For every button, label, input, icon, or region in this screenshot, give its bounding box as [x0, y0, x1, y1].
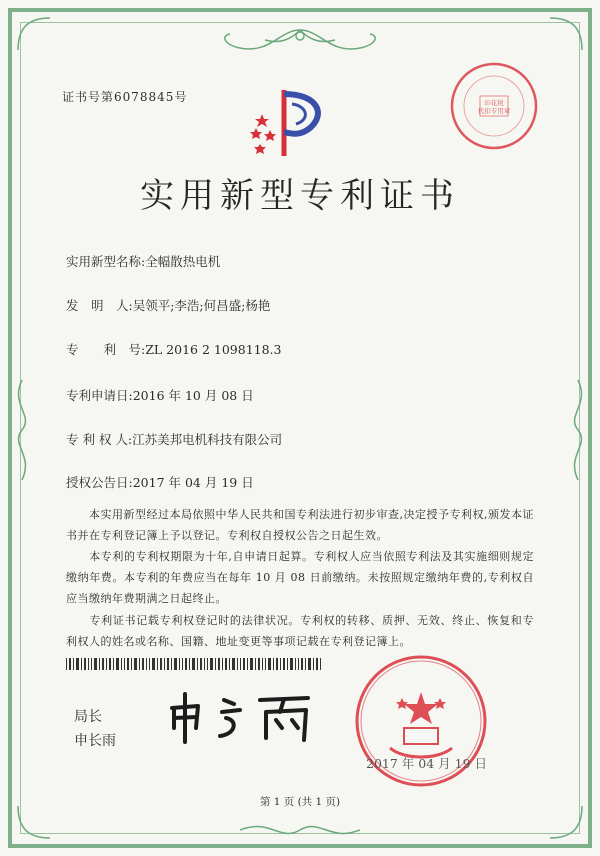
grant-date-value: 2017 年 04 月 19 日	[132, 475, 254, 490]
top-ornament-icon	[210, 26, 390, 60]
seal-date: 2017 年 04 月 19 日	[366, 756, 487, 771]
left-ornament-icon	[10, 380, 34, 480]
inventor-row	[66, 296, 270, 314]
paragraph-term: 本专利的专利权期限为十年,自申请日起算。专利权人应当依照专利法及其实施细则规定缴纳年费。本专利的年费应当在每年 10 月 08 日前缴纳。未按照规定缴纳年费的,专利权自应当缴纳年费期满之日起终止。	[66, 550, 534, 605]
patent-number-row	[66, 340, 282, 358]
svg-text:印花税: 印花税	[484, 99, 504, 107]
right-ornament-icon	[566, 380, 590, 480]
director-name: 申长雨	[74, 733, 116, 749]
grant-date-row	[66, 473, 254, 491]
tax-seal-stamp-icon	[448, 60, 540, 152]
page-footer: 第 1 页 (共 1 页)	[259, 796, 341, 808]
model-name-value: 全幅散热电机	[145, 254, 221, 269]
patentee-label: 专 利 权 人:	[66, 432, 133, 447]
model-name-label: 实用新型名称:	[66, 254, 146, 269]
corner-ornament-icon	[546, 14, 586, 54]
bottom-ornament-icon	[240, 818, 360, 842]
patent-number-value: ZL 2016 2 1098118.3	[145, 342, 282, 357]
certificate-number: 证书号第6078845号	[62, 90, 188, 104]
barcode-icon	[66, 658, 322, 670]
filing-date-value: 2016 年 10 月 08 日	[132, 388, 254, 403]
corner-ornament-icon	[14, 14, 54, 54]
filing-date-label: 专利申请日:	[66, 388, 133, 403]
inventor-value: 吴领平;李浩;何昌盛;杨艳	[132, 298, 271, 313]
patentee-value: 江苏美邦电机科技有限公司	[132, 432, 283, 447]
paragraph-legal-status: 专利证书记载专利权登记时的法律状况。专利权的转移、质押、无效、终止、恢复和专利权人的姓名或名称、国籍、地址变更等事项记载在专利登记簿上。	[66, 614, 534, 648]
filing-date-row	[66, 386, 254, 404]
director-title: 局长	[74, 709, 102, 725]
grant-date-label: 授权公告日:	[66, 475, 133, 490]
director-signature-icon	[168, 690, 318, 746]
inventor-label: 发 明 人:	[66, 298, 133, 313]
model-name-row	[66, 252, 220, 270]
patentee-row	[66, 430, 282, 448]
patent-number-label: 专 利 号:	[66, 342, 146, 357]
svg-text:代扣专用章: 代扣专用章	[477, 107, 511, 115]
page-title: 实用新型专利证书	[140, 176, 460, 216]
patent-office-logo-icon	[248, 84, 328, 162]
paragraph-grant: 本实用新型经过本局依照中华人民共和国专利法进行初步审查,决定授予专利权,颁发本证书并在专利登记簿上予以登记。专利权自授权公告之日起生效。	[66, 508, 534, 542]
